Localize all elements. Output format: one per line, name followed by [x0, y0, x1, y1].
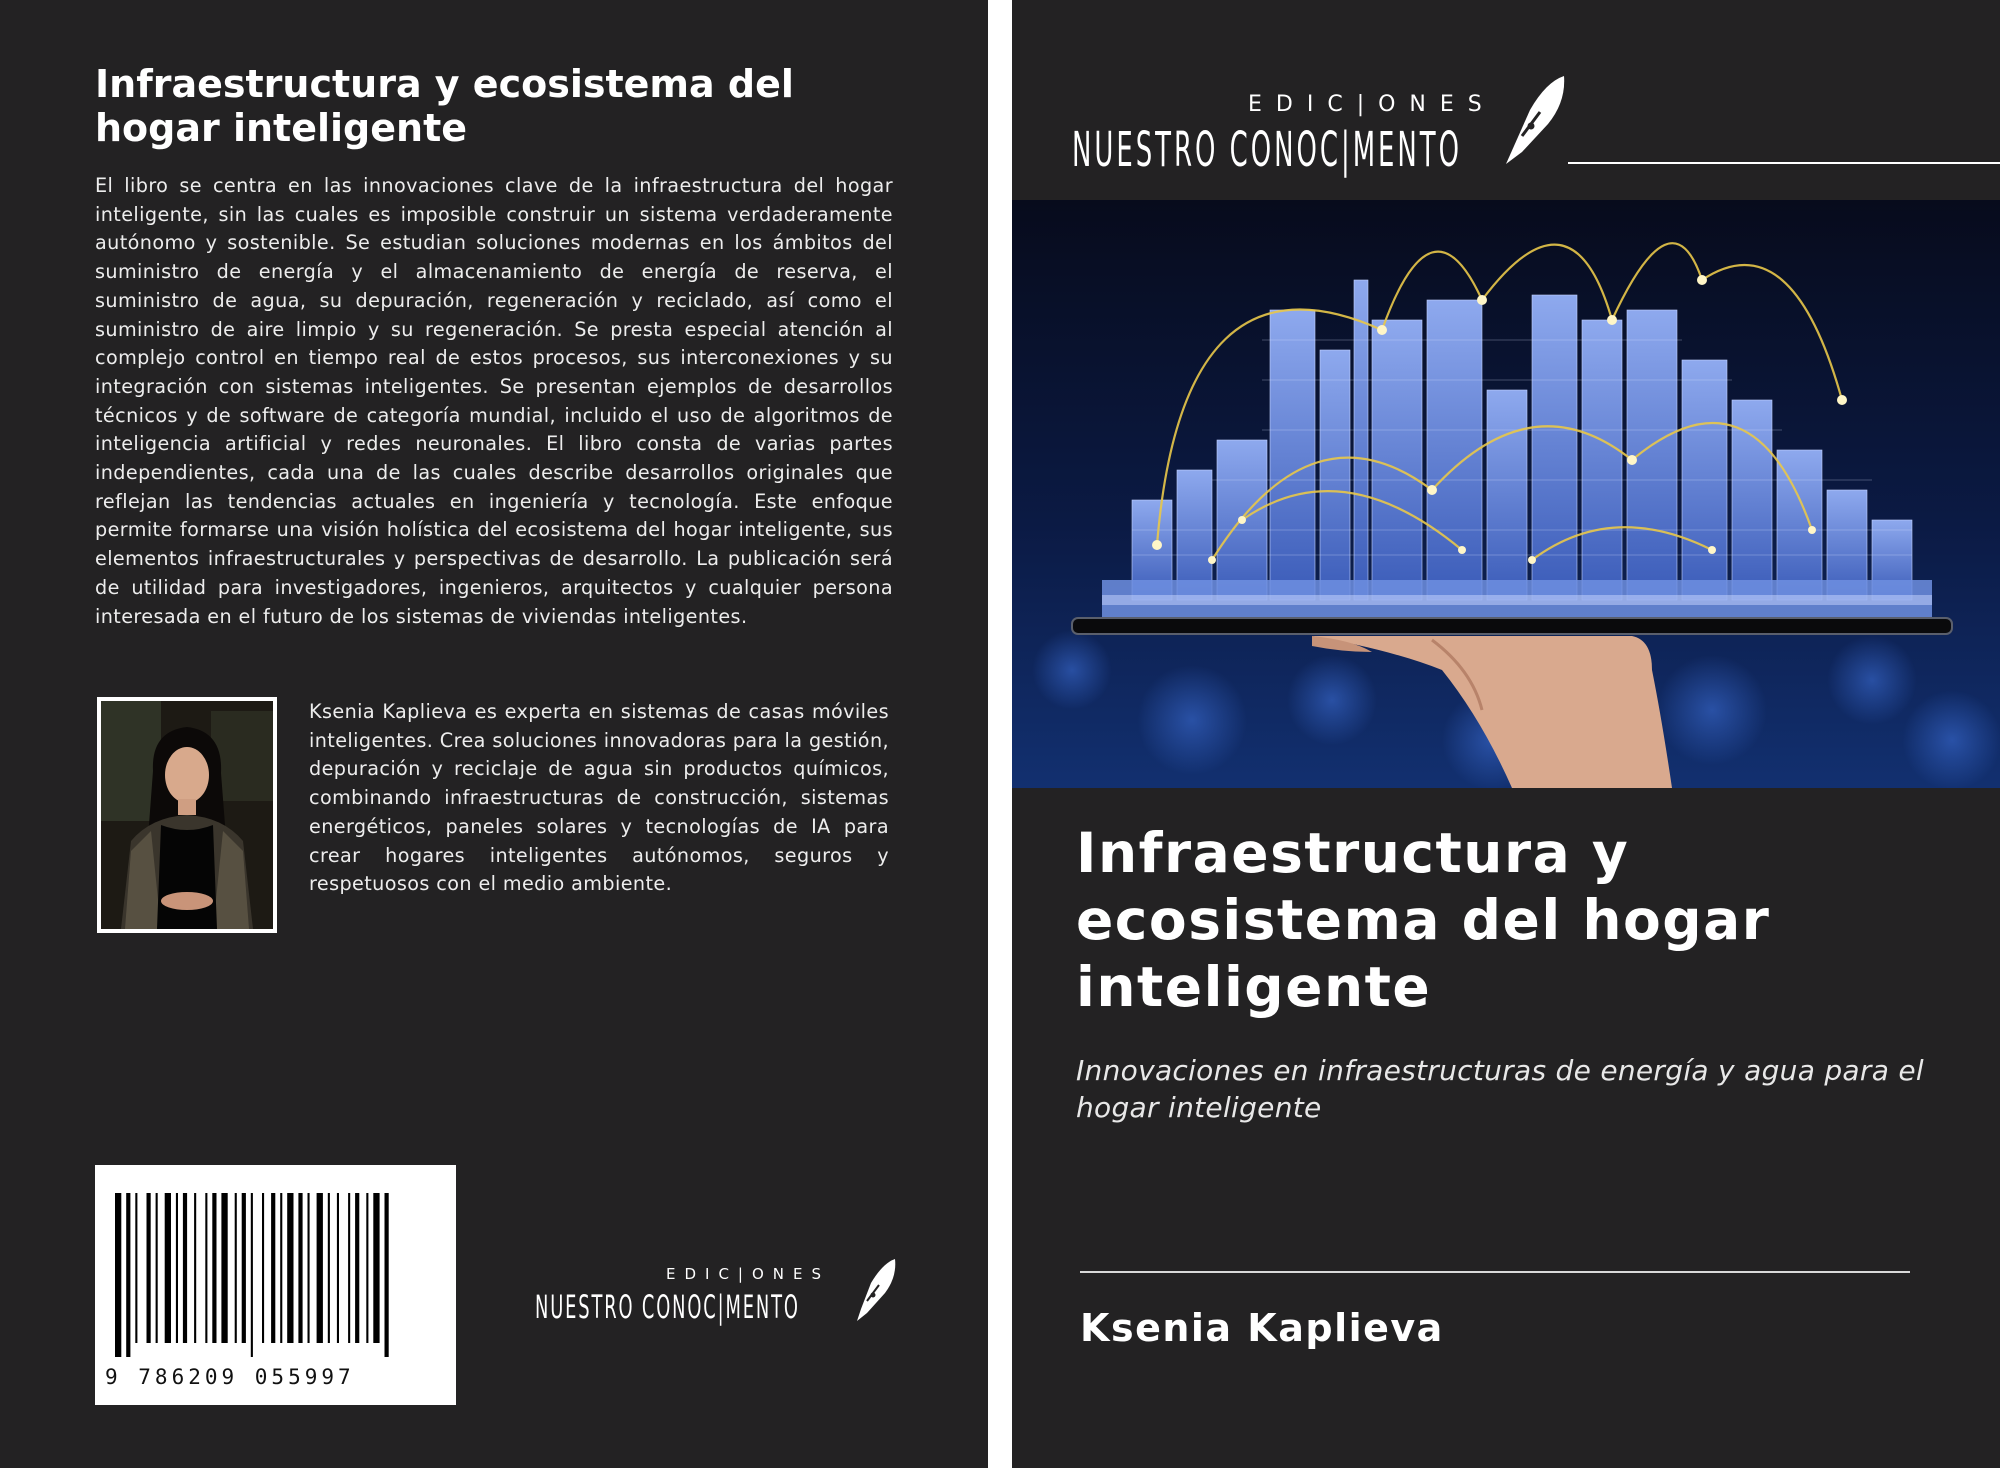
barcode-bar	[212, 1193, 216, 1343]
barcode-bar	[337, 1193, 339, 1343]
barcode-bar	[317, 1193, 323, 1343]
barcode-bar	[115, 1193, 121, 1357]
barcode-bar	[235, 1193, 237, 1343]
city-on-tablet-illustration	[1012, 200, 2000, 788]
barcode-bar	[156, 1193, 158, 1343]
barcode-bar	[165, 1193, 171, 1343]
header-divider	[1568, 162, 2000, 164]
back-cover-title: Infraestructura y ecosistema del hogar inteligente	[95, 62, 794, 150]
barcode-bar	[176, 1193, 178, 1343]
publisher-name-line1: EDIC|ONES	[666, 1265, 831, 1283]
barcode-bar	[147, 1193, 151, 1343]
barcode-bar	[280, 1193, 282, 1343]
barcode-bar	[126, 1193, 130, 1357]
spine-gap	[988, 0, 1012, 1468]
barcode-bar	[287, 1193, 293, 1343]
fountain-pen-nib-icon	[1502, 74, 1568, 166]
back-cover-description: El libro se centra en las innovaciones clave de la infraestructura del hogar inteligente, sin las cuales es imposible construir un sistema verdaderamente autónomo y sostenible. Se estudian soluciones modernas en los ámbitos del suministro de energía y el almacenamiento de energía de reserva, el suministro de agua, su depuración, regeneración y reciclado, así como el suministro de aire limpio y su regeneración. Se presta especial atención al complejo control en tiempo real de estos procesos, sus interconexiones y su integración con sistemas inteligentes. Se presentan ejemplos de desarrollos técnicos y de software de categoría mundial, incluido el uso de algoritmos de inteligencia artificial y redes neuronales. El libro consta de varias partes independientes, cada una de las cuales describe desarrollos originales que reflejan las tendencias actuales en ingeniería y tecnología. Este enfoque permite formarse una visión holística del ecosistema del hogar inteligente, sus elementos infraestructurales y perspectivas de desarrollo. La publicación será de utilidad para investigadores, ingenieros, arquitectos y cualquier persona interesada en el futuro de los sistemas de viviendas inteligentes.	[95, 174, 893, 628]
back-cover	[0, 0, 988, 1468]
author-biography: Ksenia Kaplieva es experta en sistemas de casas móviles inteligentes. Crea soluciones innovadoras para la gestión, depuración y reciclaje de agua sin productos químicos, combinando infraestructuras de construcción, sistemas energéticos, paneles solares y tecnologías de IA para crear hogares inteligentes autónomos, seguros y respetuosos con el medio ambiente.	[309, 700, 889, 896]
barcode-bar	[298, 1193, 302, 1343]
author-divider	[1080, 1271, 1910, 1273]
barcode-bar	[205, 1193, 207, 1343]
barcode-bar	[242, 1193, 246, 1343]
barcode-bar	[328, 1193, 330, 1343]
publisher-name-line2: NUESTRO CONOC|MENTO	[535, 1288, 800, 1326]
publisher-name-line1: EDIC|ONES	[1248, 92, 1496, 117]
barcode-bar	[194, 1193, 196, 1343]
barcode-bar	[271, 1193, 275, 1343]
front-cover-subtitle: Innovaciones en infraestructuras de energía y agua para el hogar inteligente	[1076, 1054, 1924, 1124]
front-cover-title: Infraestructura y ecosistema del hogar inteligente	[1076, 821, 1771, 1019]
barcode	[95, 1165, 456, 1405]
barcode-bar	[373, 1193, 379, 1343]
front-cover	[1012, 0, 2000, 1468]
author-photo	[97, 697, 277, 933]
front-cover-author: Ksenia Kaplieva	[1080, 1306, 1444, 1350]
barcode-bar	[348, 1193, 350, 1343]
barcode-bar	[251, 1193, 253, 1357]
barcode-bar	[183, 1193, 187, 1343]
barcode-bar	[355, 1193, 359, 1343]
barcode-bar	[366, 1193, 368, 1343]
barcode-bars	[113, 1193, 439, 1357]
publisher-name-line2: NUESTRO CONOC|MENTO	[1072, 122, 1463, 178]
isbn-number: 9 786209 055997	[105, 1365, 355, 1389]
barcode-bar	[262, 1193, 264, 1343]
barcode-bar	[135, 1193, 137, 1343]
barcode-bar	[221, 1193, 227, 1343]
fountain-pen-nib-icon	[853, 1257, 899, 1323]
barcode-bar	[385, 1193, 389, 1357]
barcode-bar	[308, 1193, 310, 1343]
